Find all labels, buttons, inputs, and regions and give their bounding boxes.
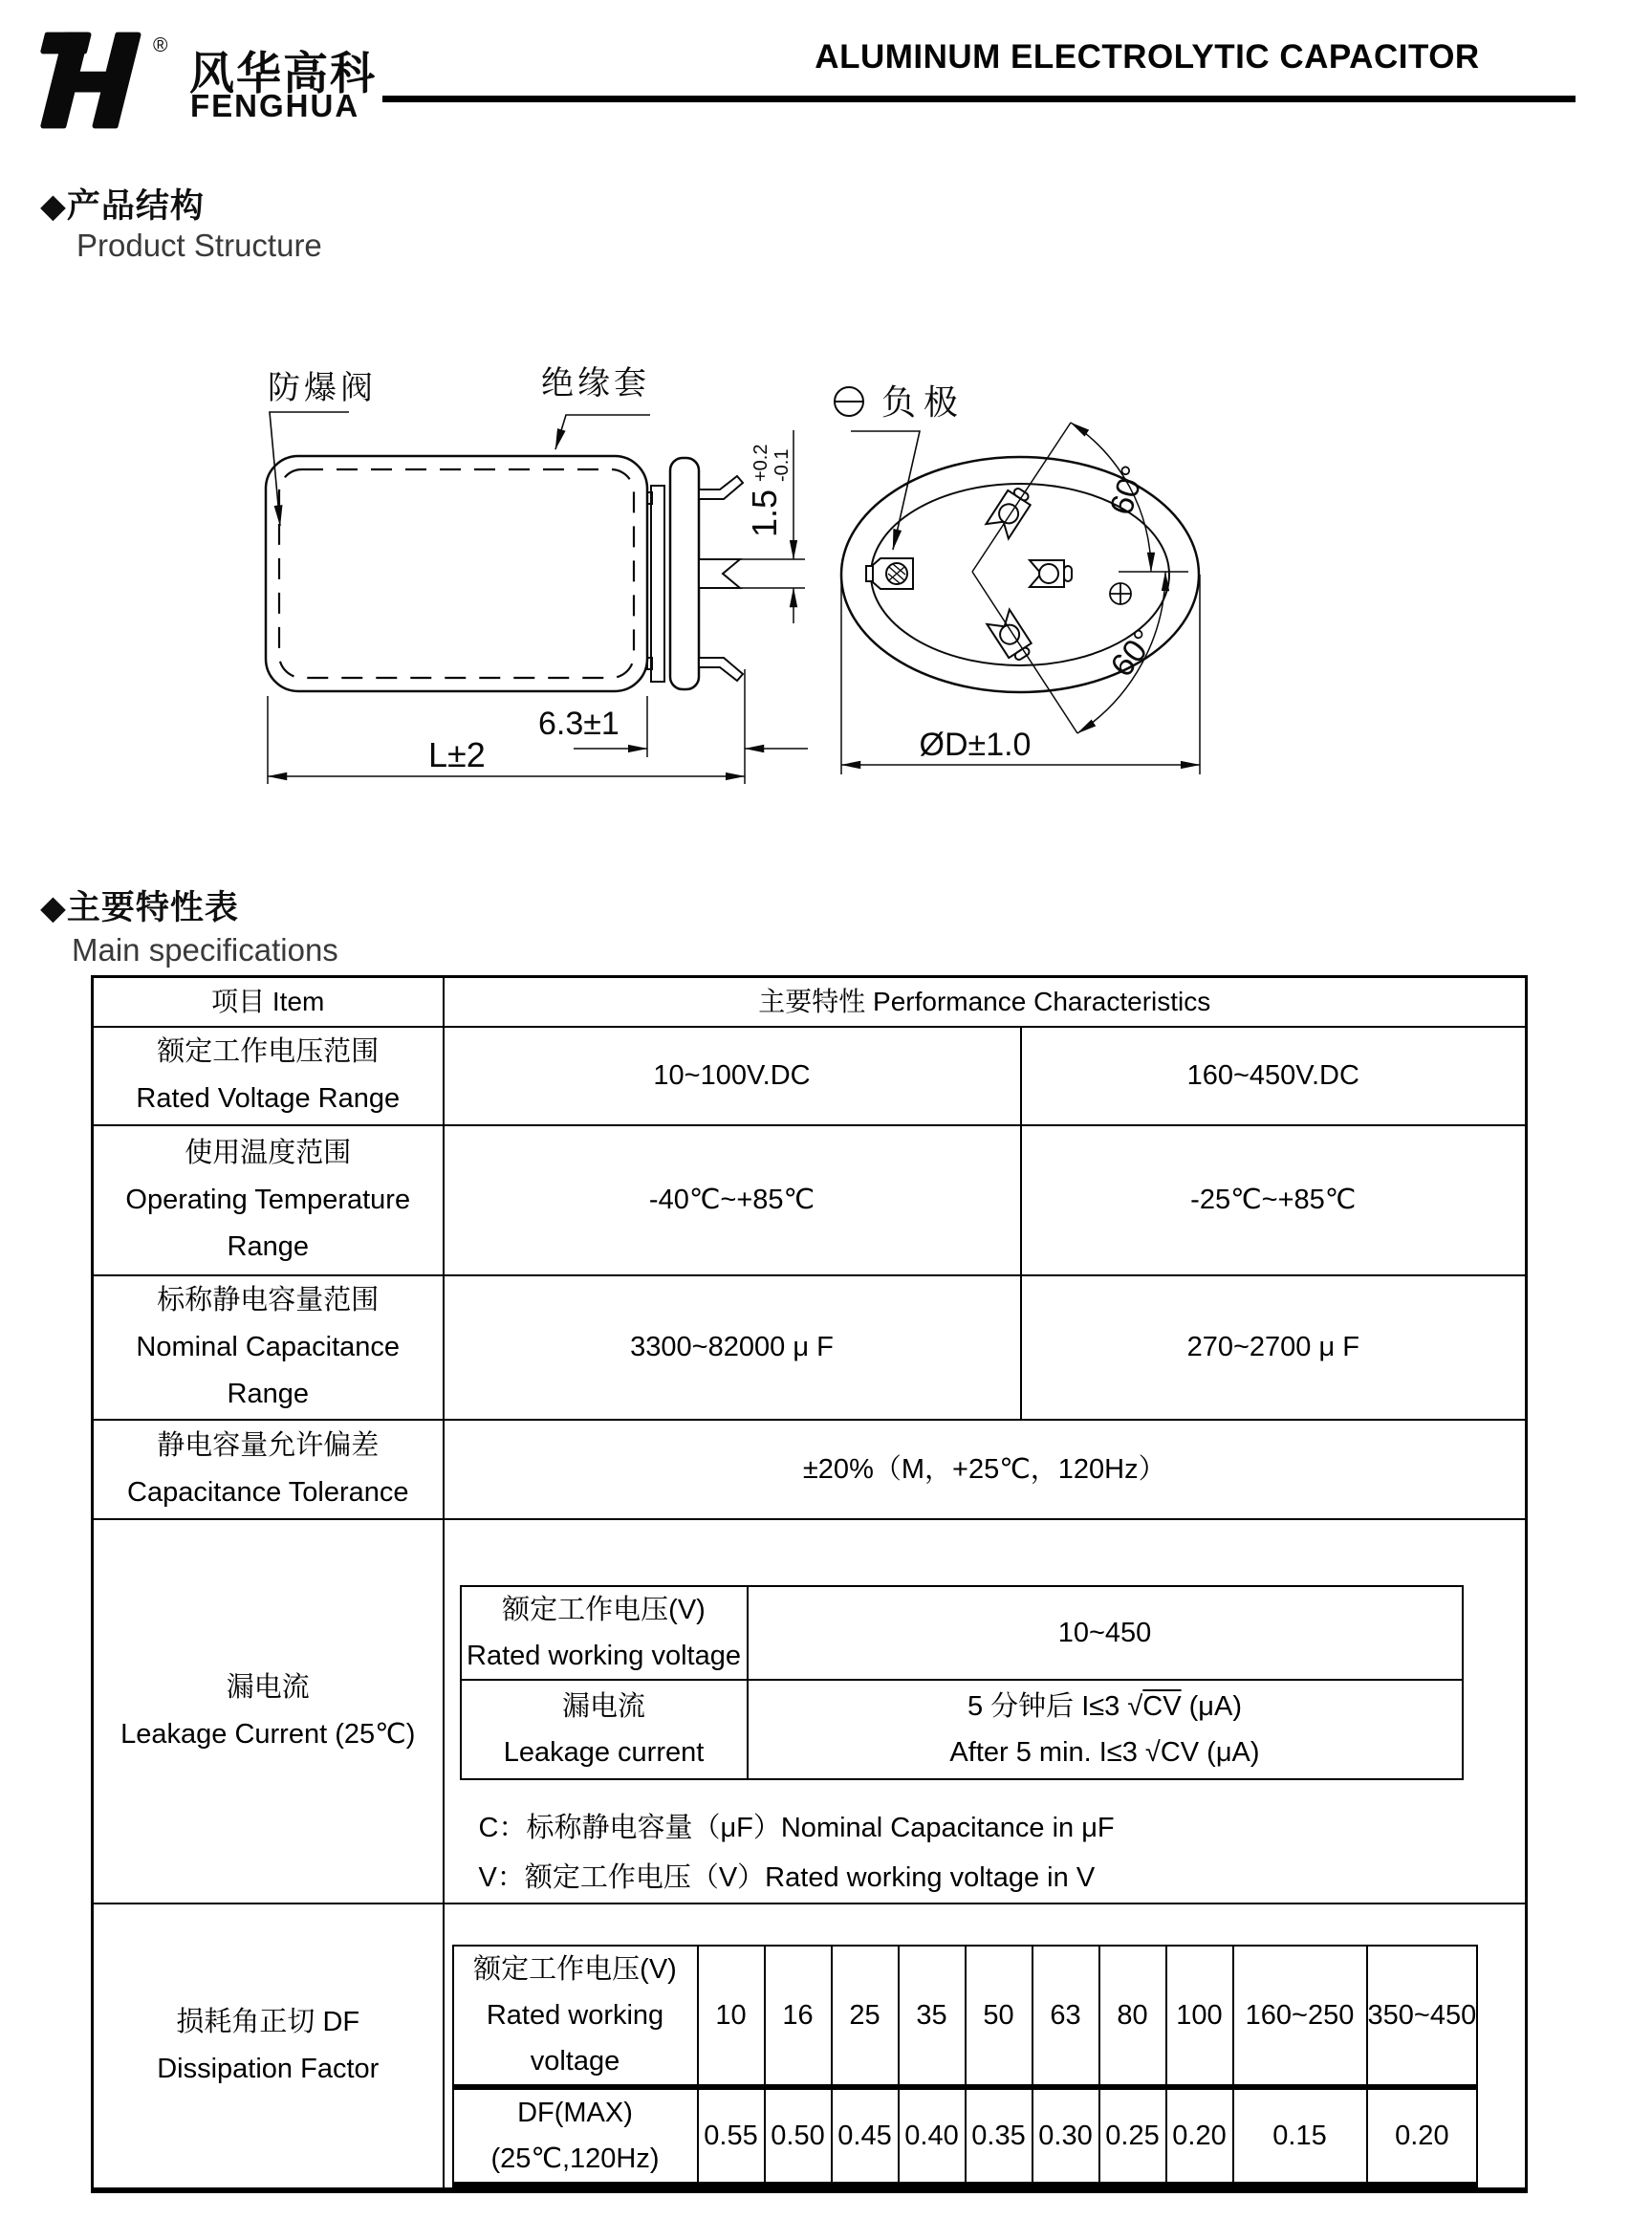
negative-terminal [866,558,913,589]
negative-polarity-icon [835,387,863,416]
table-row [93,1125,1527,1275]
svg-text:+0.2: +0.2 [750,444,772,482]
df-voltage: 50 [966,1946,1032,2087]
svg-text:ØD±1.0: ØD±1.0 [919,727,1032,763]
table-header-row [93,977,1527,1027]
df-voltage: 63 [1032,1946,1099,2087]
section-main-specs-cn: ◆主要特性表 [40,889,239,926]
df-voltage: 16 [765,1946,832,2087]
col-header-item: 项目 Item [93,977,444,1027]
capacitor-bottom-view [835,382,1200,774]
df-value: 0.50 [765,2087,832,2185]
capacitor-structure-diagram [0,0,1338,908]
leakage-inner-table [460,1585,1464,1780]
svg-text:-0.1: -0.1 [772,448,793,482]
df-voltage-row [453,1946,1478,2087]
insulation-sleeve-label: 绝缘套 [541,365,650,402]
df-value: 0.45 [832,2087,899,2185]
item-nominal-capacitance: 标称静电容量范围 Nominal Capacitance Range [93,1275,444,1420]
section-product-structure-en: Product Structure [76,228,322,263]
main-specifications-table [91,975,1528,2193]
table-row [93,1904,1527,2190]
right-terminal [1030,560,1072,587]
df-value: 0.15 [1233,2087,1367,2185]
note-voltage: V：额定工作电压（V）Rated working voltage in V [478,1861,1096,1893]
df-voltage: 350~450 [1367,1946,1478,2087]
bottom-lead [699,658,743,681]
brand-name-cn: 风华高科 [189,48,377,98]
leakage-current-label: 漏电流 Leakage current [461,1680,748,1779]
registered-mark-icon: ® [153,34,168,56]
brand-name-en: FENGHUA [190,88,360,123]
value-voltage-low: 10~100V.DC [444,1027,1021,1125]
col-header-characteristics: 主要特性 Performance Characteristics [444,977,1527,1027]
positive-polarity-icon [1110,583,1131,604]
negative-pole-label: 负极 [881,382,967,422]
leakage-current-detail-cell [444,1519,1527,1904]
table-row [93,1027,1527,1125]
svg-text:1.5: 1.5 [745,489,784,537]
bottom-terminal [987,610,1035,664]
item-leakage-current: 漏电流 Leakage Current (25℃) [93,1519,444,1904]
df-value: 0.20 [1367,2087,1478,2185]
item-capacitance-tolerance: 静电容量允许偏差 Capacitance Tolerance [93,1420,444,1519]
df-value: 0.35 [966,2087,1032,2185]
table-row [93,1519,1527,1904]
explosion-valve-label: 防爆阀 [268,370,377,406]
svg-text:60°: 60° [1102,461,1153,519]
diameter-dimension [841,575,1200,774]
df-value: 0.25 [1099,2087,1166,2185]
df-value-row [453,2087,1478,2185]
item-operating-temperature: 使用温度范围 Operating Temperature Range [93,1125,444,1275]
svg-text:L±2: L±2 [428,735,486,774]
df-voltage-label: 额定工作电压(V) Rated working voltage [453,1946,698,2087]
df-voltage: 100 [1166,1946,1233,2087]
df-value: 0.30 [1032,2087,1099,2185]
table-row [93,1420,1527,1519]
dissipation-factor-detail-cell [444,1904,1527,2190]
lead-pitch-dimension [712,430,805,623]
value-capacitance-low: 3300~82000 μ F [444,1275,1021,1420]
table-row [93,1275,1527,1420]
item-dissipation-factor: 损耗角正切 DF Dissipation Factor [93,1904,444,2190]
value-voltage-high: 160~450V.DC [1021,1027,1527,1125]
section-product-structure-cn: ◆产品结构 [40,187,205,225]
leakage-voltage-label: 额定工作电压(V) Rated working voltage [461,1586,748,1680]
terminal-length-dimension [538,669,808,757]
svg-text:6.3±1: 6.3±1 [538,706,620,742]
df-inner-table [452,1945,1479,2187]
section-main-specs-en: Main specifications [72,932,338,968]
top-lead [699,476,743,499]
df-voltage: 10 [698,1946,765,2087]
leakage-voltage-range: 10~450 [748,1586,1463,1680]
leakage-current-formula: 5 分钟后 I≤3 √CV (μA) After 5 min. I≤3 √CV (μA) [748,1680,1463,1779]
top-terminal [986,484,1034,538]
middle-terminal [699,559,740,588]
df-voltage: 160~250 [1233,1946,1367,2087]
svg-text:60°: 60° [1103,622,1163,685]
note-capacitance: C：标称静电容量（μF）Nominal Capacitance in μF [478,1812,1115,1843]
df-value: 0.40 [899,2087,966,2185]
df-voltage: 25 [832,1946,899,2087]
body-length-dimension [268,696,745,784]
angle-dimension-bottom [1077,572,1165,733]
page-title: ALUMINUM ELECTROLYTIC CAPACITOR [815,38,1480,76]
value-temperature-high: -25℃~+85℃ [1021,1125,1527,1275]
df-voltage: 35 [899,1946,966,2087]
value-temperature-low: -40℃~+85℃ [444,1125,1021,1275]
df-max-label: DF(MAX) (25℃,120Hz) [453,2087,698,2185]
value-capacitance-high: 270~2700 μ F [1021,1275,1527,1420]
angle-dimension-top [1071,423,1152,572]
leakage-notes [479,1803,1526,1903]
df-value: 0.20 [1166,2087,1233,2185]
value-capacitance-tolerance: ±20%（M，+25℃，120Hz） [444,1420,1527,1519]
capacitor-side-view [266,365,808,784]
item-rated-voltage: 额定工作电压范围 Rated Voltage Range [93,1027,444,1125]
df-value: 0.55 [698,2087,765,2185]
df-voltage: 80 [1099,1946,1166,2087]
